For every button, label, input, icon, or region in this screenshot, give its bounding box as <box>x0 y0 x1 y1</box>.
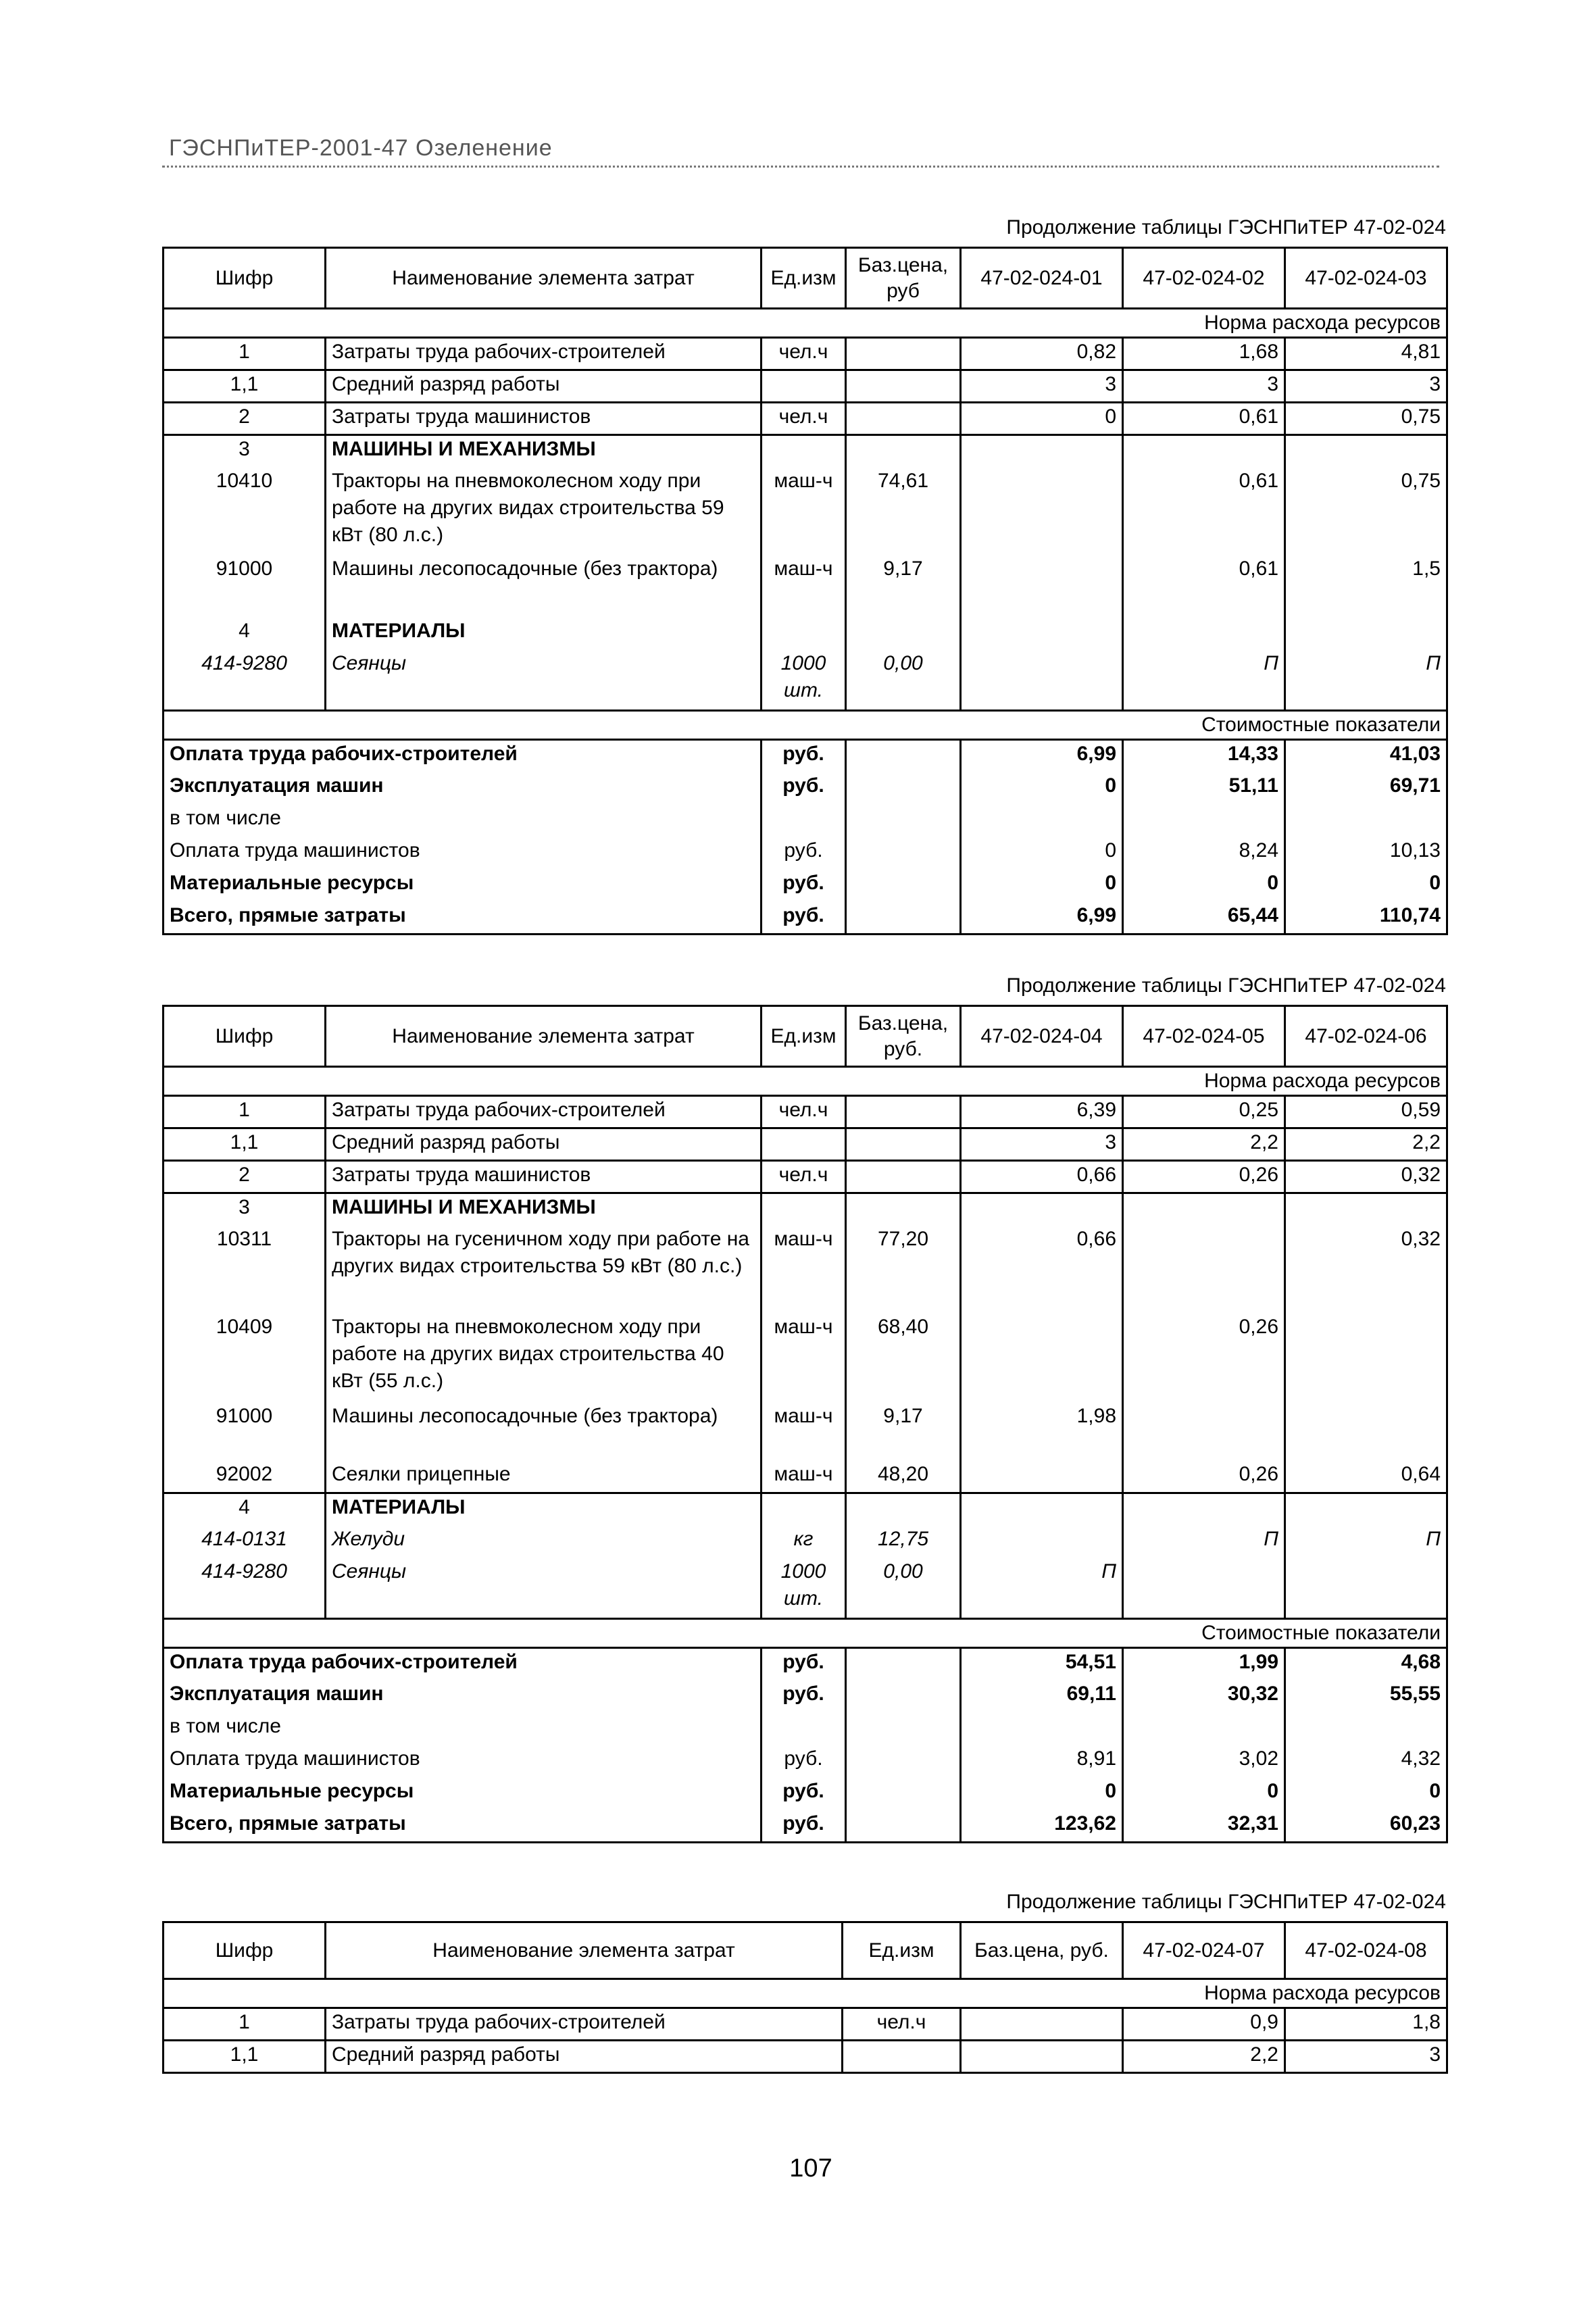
row-value-1 <box>961 650 1123 711</box>
row-value-2: 2,2 <box>1123 1128 1285 1161</box>
row-unit: чел.ч <box>843 2008 961 2041</box>
row-code: 414-0131 <box>164 1526 326 1558</box>
row-value-2: 0,61 <box>1123 403 1285 435</box>
row-unit: 1000 шт. <box>762 650 846 711</box>
header-col-1: 47-02-024-07 <box>1123 1922 1285 1979</box>
row-value-2: 0,25 <box>1123 1096 1285 1128</box>
row-name: Затраты труда машинистов <box>326 1161 762 1193</box>
cost-unit: руб. <box>762 1810 846 1843</box>
cost-value-3: 0 <box>1285 1778 1447 1810</box>
row-price <box>846 338 961 370</box>
row-value-3: 0,59 <box>1285 1096 1447 1128</box>
cost-value-1: 54,51 <box>961 1648 1123 1681</box>
row-price <box>961 2008 1123 2041</box>
section-code: 4 <box>164 1493 326 1526</box>
row-value-1: 2,2 <box>1123 2041 1285 2073</box>
cost-value-2: 14,33 <box>1123 740 1285 772</box>
header-code: Шифр <box>164 248 326 309</box>
row-code: 1 <box>164 338 326 370</box>
row-name: Затраты труда рабочих-строителей <box>326 1096 762 1128</box>
cost-name: Оплата труда рабочих-строителей <box>164 740 762 772</box>
resource-table-2 <box>162 1005 1448 1843</box>
resource-table-1 <box>162 247 1448 935</box>
cost-value-1: 0 <box>961 772 1123 805</box>
row-value-2: 0,26 <box>1123 1461 1285 1493</box>
table-caption: Продолжение таблицы ГЭСНПиТЕР 47-02-024 <box>1006 1891 1446 1913</box>
row-value-1 <box>961 1526 1123 1558</box>
cost-unit: руб. <box>762 837 846 870</box>
row-value-3: 0,32 <box>1285 1226 1447 1314</box>
cost-value-1: 0 <box>961 1778 1123 1810</box>
row-name: Сеянцы <box>326 1558 762 1619</box>
header-price: Баз.цена, руб. <box>846 1006 961 1067</box>
row-value-2: П <box>1123 650 1285 711</box>
section-code: 4 <box>164 618 326 650</box>
row-value-2: 3 <box>1285 2041 1447 2073</box>
row-unit: чел.ч <box>762 403 846 435</box>
row-name: Тракторы на пневмоколесном ходу при работе на других видах строительства 59 кВт (80 л.с.) <box>326 468 762 555</box>
row-name: Средний разряд работы <box>326 370 762 403</box>
row-code: 92002 <box>164 1461 326 1493</box>
row-value-2: 0,26 <box>1123 1314 1285 1403</box>
section-title-materials: МАТЕРИАЛЫ <box>326 618 762 650</box>
row-value-1: 0 <box>961 403 1123 435</box>
row-name: Затраты труда рабочих-строителей <box>326 338 762 370</box>
row-value-3 <box>1285 1558 1447 1619</box>
cost-name: в том числе <box>164 1713 762 1745</box>
row-value-3: 0,32 <box>1285 1161 1447 1193</box>
row-unit <box>762 370 846 403</box>
header-price: Баз.цена, руб. <box>961 1922 1123 1979</box>
row-value-3 <box>1285 1314 1447 1403</box>
row-price <box>961 2041 1123 2073</box>
cost-name: Оплата труда рабочих-строителей <box>164 1648 762 1681</box>
row-value-2: 1,68 <box>1123 338 1285 370</box>
header-col-3: 47-02-024-03 <box>1285 248 1447 309</box>
row-unit: маш-ч <box>762 1314 846 1403</box>
header-name: Наименование элемента затрат <box>326 1922 843 1979</box>
row-code: 2 <box>164 1161 326 1193</box>
row-unit: маш-ч <box>762 1226 846 1314</box>
cost-value-2: 3,02 <box>1123 1745 1285 1778</box>
cost-value-1: 0 <box>961 870 1123 902</box>
running-header: ГЭСНПиТЕР-2001-47 Озеленение <box>169 135 553 161</box>
row-unit: чел.ч <box>762 338 846 370</box>
row-value-1 <box>961 1314 1123 1403</box>
row-value-2: 0,61 <box>1123 555 1285 618</box>
header-col-1: 47-02-024-04 <box>961 1006 1123 1067</box>
row-code: 1,1 <box>164 2041 326 2073</box>
cost-name: Оплата труда машинистов <box>164 1745 762 1778</box>
row-price <box>846 1096 961 1128</box>
header-divider <box>162 166 1439 168</box>
row-value-3: 1,5 <box>1285 555 1447 618</box>
cost-value-3: 69,71 <box>1285 772 1447 805</box>
row-value-2: 1,8 <box>1285 2008 1447 2041</box>
row-name: Сеянцы <box>326 650 762 711</box>
cost-value-1: 0 <box>961 837 1123 870</box>
row-name: Сеялки прицепные <box>326 1461 762 1493</box>
cost-name: Эксплуатация машин <box>164 1681 762 1713</box>
row-value-1 <box>961 1461 1123 1493</box>
cost-name: Материальные ресурсы <box>164 870 762 902</box>
cost-value-3: 60,23 <box>1285 1810 1447 1843</box>
row-value-1: 0,9 <box>1123 2008 1285 2041</box>
row-name: Тракторы на пневмоколесном ходу при работе на других видах строительства 40 кВт (55 л.с.) <box>326 1314 762 1403</box>
cost-value-2: 0 <box>1123 870 1285 902</box>
row-value-3: 0,75 <box>1285 403 1447 435</box>
cost-label: Стоимостные показатели <box>164 711 1447 740</box>
header-code: Шифр <box>164 1006 326 1067</box>
header-col-1: 47-02-024-01 <box>961 248 1123 309</box>
row-unit: маш-ч <box>762 468 846 555</box>
cost-unit: руб. <box>762 1648 846 1681</box>
row-code: 1,1 <box>164 1128 326 1161</box>
row-value-2: 0,61 <box>1123 468 1285 555</box>
cost-value-2: 0 <box>1123 1778 1285 1810</box>
resource-table-3 <box>162 1921 1448 2074</box>
cost-value-3: 4,32 <box>1285 1745 1447 1778</box>
cost-unit: руб. <box>762 870 846 902</box>
header-col-2: 47-02-024-05 <box>1123 1006 1285 1067</box>
row-code: 10311 <box>164 1226 326 1314</box>
section-code: 3 <box>164 435 326 468</box>
row-code: 91000 <box>164 1403 326 1461</box>
header-col-3: 47-02-024-06 <box>1285 1006 1447 1067</box>
cost-unit: руб. <box>762 772 846 805</box>
row-unit <box>843 2041 961 2073</box>
cost-unit: руб. <box>762 1778 846 1810</box>
cost-unit: руб. <box>762 1681 846 1713</box>
cost-value-3: 10,13 <box>1285 837 1447 870</box>
row-name: Машины лесопосадочные (без трактора) <box>326 1403 762 1461</box>
cost-value-3: 55,55 <box>1285 1681 1447 1713</box>
row-unit: маш-ч <box>762 555 846 618</box>
norm-label: Норма расхода ресурсов <box>164 1979 1447 2008</box>
row-value-3: П <box>1285 1526 1447 1558</box>
row-value-3: 3 <box>1285 370 1447 403</box>
cost-label: Стоимостные показатели <box>164 1619 1447 1648</box>
cost-name: в том числе <box>164 805 762 837</box>
header-unit: Ед.изм <box>843 1922 961 1979</box>
row-value-2 <box>1123 1226 1285 1314</box>
norm-label: Норма расхода ресурсов <box>164 309 1447 338</box>
row-unit: чел.ч <box>762 1161 846 1193</box>
cost-unit: руб. <box>762 902 846 935</box>
cost-value-2: 32,31 <box>1123 1810 1285 1843</box>
row-value-3: 0,64 <box>1285 1461 1447 1493</box>
table-caption: Продолжение таблицы ГЭСНПиТЕР 47-02-024 <box>1006 216 1446 239</box>
row-value-1: 3 <box>961 1128 1123 1161</box>
row-value-1: 3 <box>961 370 1123 403</box>
cost-name: Эксплуатация машин <box>164 772 762 805</box>
cost-value-3: 4,68 <box>1285 1648 1447 1681</box>
section-code: 3 <box>164 1193 326 1226</box>
row-price <box>846 1128 961 1161</box>
row-value-1: 1,98 <box>961 1403 1123 1461</box>
row-name: Средний разряд работы <box>326 1128 762 1161</box>
row-unit: 1000 шт. <box>762 1558 846 1619</box>
row-value-3: 2,2 <box>1285 1128 1447 1161</box>
cost-value-2: 30,32 <box>1123 1681 1285 1713</box>
row-code: 2 <box>164 403 326 435</box>
cost-value-1: 6,99 <box>961 902 1123 935</box>
cost-value-1: 69,11 <box>961 1681 1123 1713</box>
header-code: Шифр <box>164 1922 326 1979</box>
row-code: 10409 <box>164 1314 326 1403</box>
row-name: Затраты труда рабочих-строителей <box>326 2008 843 2041</box>
cost-name: Материальные ресурсы <box>164 1778 762 1810</box>
row-price: 9,17 <box>846 1403 961 1461</box>
header-col-2: 47-02-024-02 <box>1123 248 1285 309</box>
header-name: Наименование элемента затрат <box>326 248 762 309</box>
row-value-3 <box>1285 1403 1447 1461</box>
row-value-2 <box>1123 1403 1285 1461</box>
header-col-2: 47-02-024-08 <box>1285 1922 1447 1979</box>
row-price <box>846 370 961 403</box>
cost-value-2: 8,24 <box>1123 837 1285 870</box>
row-value-2: 0,26 <box>1123 1161 1285 1193</box>
section-title-machines: МАШИНЫ И МЕХАНИЗМЫ <box>326 1193 762 1226</box>
cost-value-1: 123,62 <box>961 1810 1123 1843</box>
row-unit: кг <box>762 1526 846 1558</box>
norm-label: Норма расхода ресурсов <box>164 1067 1447 1096</box>
row-value-1: П <box>961 1558 1123 1619</box>
row-name: Машины лесопосадочные (без трактора) <box>326 555 762 618</box>
row-price: 0,00 <box>846 1558 961 1619</box>
row-name: Средний разряд работы <box>326 2041 843 2073</box>
cost-value-2: 65,44 <box>1123 902 1285 935</box>
cost-value-2: 1,99 <box>1123 1648 1285 1681</box>
row-value-1 <box>961 555 1123 618</box>
cost-unit: руб. <box>762 1745 846 1778</box>
cost-value-3: 41,03 <box>1285 740 1447 772</box>
cost-value-1: 6,99 <box>961 740 1123 772</box>
row-price: 48,20 <box>846 1461 961 1493</box>
cost-name: Всего, прямые затраты <box>164 1810 762 1843</box>
section-title-machines: МАШИНЫ И МЕХАНИЗМЫ <box>326 435 762 468</box>
cost-value-3: 110,74 <box>1285 902 1447 935</box>
row-value-3: 0,75 <box>1285 468 1447 555</box>
row-price <box>846 1161 961 1193</box>
page-number: 107 <box>789 2154 832 2183</box>
row-value-2 <box>1123 1558 1285 1619</box>
row-name: Затраты труда машинистов <box>326 403 762 435</box>
row-value-1: 0,82 <box>961 338 1123 370</box>
row-unit <box>762 1128 846 1161</box>
row-code: 10410 <box>164 468 326 555</box>
row-code: 91000 <box>164 555 326 618</box>
row-value-1: 0,66 <box>961 1226 1123 1314</box>
cost-value-1: 8,91 <box>961 1745 1123 1778</box>
cost-value-2: 51,11 <box>1123 772 1285 805</box>
cost-value-3: 0 <box>1285 870 1447 902</box>
header-unit: Ед.изм <box>762 248 846 309</box>
row-code: 414-9280 <box>164 650 326 711</box>
row-price <box>846 403 961 435</box>
header-price: Баз.цена, руб <box>846 248 961 309</box>
row-code: 414-9280 <box>164 1558 326 1619</box>
row-name: Тракторы на гусеничном ходу при работе на других видах строительства 59 кВт (80 л.с.) <box>326 1226 762 1314</box>
row-value-3: 4,81 <box>1285 338 1447 370</box>
row-value-1 <box>961 468 1123 555</box>
header-unit: Ед.изм <box>762 1006 846 1067</box>
row-code: 1 <box>164 2008 326 2041</box>
row-price: 74,61 <box>846 468 961 555</box>
row-price: 68,40 <box>846 1314 961 1403</box>
row-code: 1 <box>164 1096 326 1128</box>
row-value-1: 0,66 <box>961 1161 1123 1193</box>
row-value-2: 3 <box>1123 370 1285 403</box>
row-value-3: П <box>1285 650 1447 711</box>
row-price: 77,20 <box>846 1226 961 1314</box>
row-unit: маш-ч <box>762 1461 846 1493</box>
row-price: 9,17 <box>846 555 961 618</box>
row-price: 12,75 <box>846 1526 961 1558</box>
row-code: 1,1 <box>164 370 326 403</box>
section-title-materials: МАТЕРИАЛЫ <box>326 1493 762 1526</box>
row-name: Желуди <box>326 1526 762 1558</box>
row-unit: чел.ч <box>762 1096 846 1128</box>
header-name: Наименование элемента затрат <box>326 1006 762 1067</box>
row-value-1: 6,39 <box>961 1096 1123 1128</box>
row-unit: маш-ч <box>762 1403 846 1461</box>
cost-name: Оплата труда машинистов <box>164 837 762 870</box>
row-price: 0,00 <box>846 650 961 711</box>
row-value-2: П <box>1123 1526 1285 1558</box>
cost-unit: руб. <box>762 740 846 772</box>
table-caption: Продолжение таблицы ГЭСНПиТЕР 47-02-024 <box>1006 974 1446 997</box>
cost-name: Всего, прямые затраты <box>164 902 762 935</box>
